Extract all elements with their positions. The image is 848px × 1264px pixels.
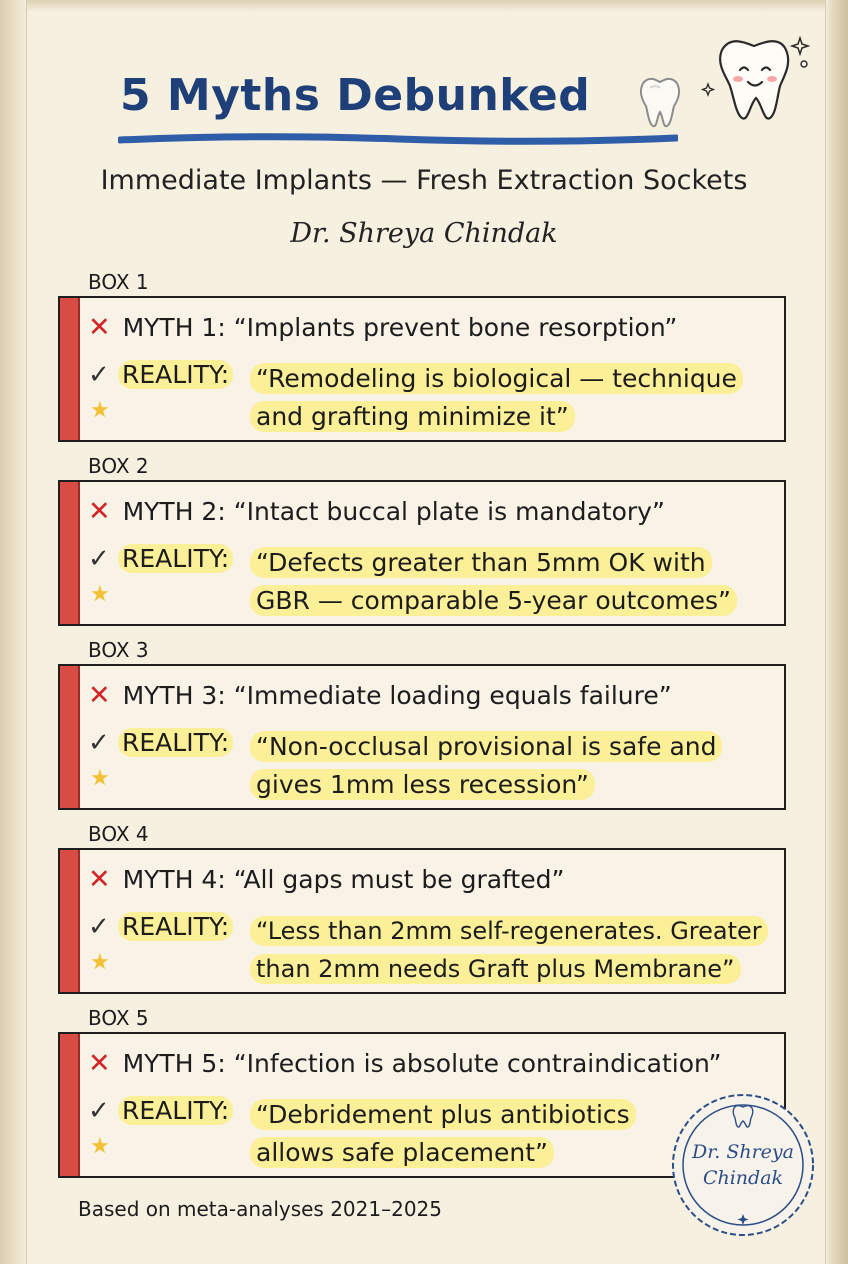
- myth-text: “Infection is absolute contraindication”: [233, 1049, 722, 1078]
- stamp-line: Chindak: [702, 1167, 784, 1189]
- reality-text: [250, 360, 770, 436]
- star-icon: ★: [90, 950, 110, 975]
- cross-mark-icon: ✕: [88, 312, 111, 343]
- star-icon: ★: [90, 766, 110, 791]
- cross-mark-icon: ✕: [88, 496, 111, 527]
- reality-line: “Debridement plus antibiotics: [250, 1099, 636, 1130]
- box-accent-stripe: [60, 482, 80, 624]
- stamp-seal-icon: [668, 1090, 818, 1240]
- page-edge-top: [0, 0, 848, 12]
- footer-note: Based on meta-analyses 2021–2025: [78, 1197, 443, 1221]
- box-label: BOX 1: [88, 270, 149, 294]
- myth-text: “Implants prevent bone resorption”: [233, 313, 678, 342]
- reality-text: [250, 728, 770, 804]
- star-icon: ★: [90, 582, 110, 607]
- myth-row: [88, 312, 677, 343]
- check-mark-icon: ✓: [88, 544, 110, 574]
- author-stamp: [668, 1090, 818, 1240]
- cross-mark-icon: ✕: [88, 1048, 111, 1079]
- tooth-mascot-icon: [700, 30, 818, 126]
- check-mark-icon: ✓: [88, 360, 110, 390]
- stamp-line: Dr. Shreya: [692, 1141, 794, 1163]
- page-subtitle: Immediate Implants — Fresh Extraction Sockets: [100, 165, 748, 196]
- myth-text: “All gaps must be grafted”: [233, 865, 565, 894]
- reality-line: allows safe placement”: [250, 1137, 554, 1168]
- box-label: BOX 4: [88, 822, 149, 846]
- myth-row: [88, 1048, 721, 1079]
- box-accent-stripe: [60, 1034, 80, 1176]
- title-underline: [118, 132, 678, 146]
- reality-line: “Non-occlusal provisional is safe and: [250, 731, 722, 762]
- star-icon: ★: [90, 398, 110, 423]
- reality-line: “Defects greater than 5mm OK with: [250, 547, 712, 578]
- myth-row: [88, 496, 665, 527]
- reality-line: than 2mm needs Graft plus Membrane”: [250, 954, 741, 984]
- box-label: BOX 2: [88, 454, 149, 478]
- reality-line: “Less than 2mm self-regenerates. Greater: [250, 916, 768, 946]
- cross-mark-icon: ✕: [88, 864, 111, 895]
- myth-box-4: [58, 848, 786, 994]
- box-label: BOX 5: [88, 1006, 149, 1030]
- myth-text: “Immediate loading equals failure”: [233, 681, 672, 710]
- box-accent-stripe: [60, 666, 80, 808]
- box-accent-stripe: [60, 850, 80, 992]
- star-icon: ★: [90, 1134, 110, 1159]
- myth-label: MYTH 2:: [122, 497, 226, 526]
- reality-label: REALITY:: [118, 544, 233, 573]
- reality-line: gives 1mm less recession”: [250, 769, 595, 800]
- reality-label: REALITY:: [118, 912, 233, 941]
- myth-label: MYTH 4:: [122, 865, 226, 894]
- check-mark-icon: ✓: [88, 1096, 110, 1126]
- reality-label: REALITY:: [118, 360, 233, 389]
- myth-text: “Intact buccal plate is mandatory”: [233, 497, 665, 526]
- check-mark-icon: ✓: [88, 728, 110, 758]
- myth-row: [88, 864, 564, 895]
- reality-label: REALITY:: [118, 1096, 233, 1125]
- reality-line: “Remodeling is biological — technique: [250, 363, 743, 394]
- myth-row: [88, 680, 672, 711]
- reality-line: and grafting minimize it”: [250, 401, 575, 432]
- myth-label: MYTH 3:: [122, 681, 226, 710]
- page-title: 5 Myths Debunked: [120, 70, 591, 121]
- myth-label: MYTH 5:: [122, 1049, 226, 1078]
- reality-line: GBR — comparable 5-year outcomes”: [250, 585, 737, 616]
- myth-box-1: [58, 296, 786, 442]
- reality-label: REALITY:: [118, 728, 233, 757]
- reality-text: [250, 544, 770, 620]
- myth-box-3: [58, 664, 786, 810]
- tooth-icon: [636, 74, 684, 130]
- check-mark-icon: ✓: [88, 912, 110, 942]
- reality-text: [250, 912, 780, 988]
- myth-box-2: [58, 480, 786, 626]
- myth-label: MYTH 1:: [122, 313, 226, 342]
- box-accent-stripe: [60, 298, 80, 440]
- box-label: BOX 3: [88, 638, 149, 662]
- reality-text: [250, 1096, 670, 1172]
- cross-mark-icon: ✕: [88, 680, 111, 711]
- author-name: Dr. Shreya Chindak: [290, 218, 558, 249]
